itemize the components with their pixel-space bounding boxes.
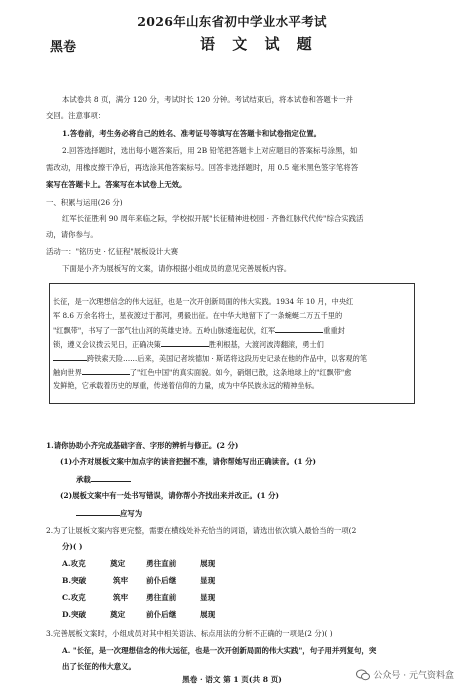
passage-line-6-b: 了"红色中国"的真实面貌。如今，硝烟已散，这条地球上的"红飘带"愈 bbox=[129, 368, 352, 377]
passage-line-6 bbox=[53, 366, 413, 378]
q2-option-word: 筑牢 bbox=[113, 593, 129, 602]
q1-fix-line bbox=[76, 507, 458, 519]
q2-option-word: 突破 bbox=[70, 610, 87, 619]
paper-tag: 黑卷 bbox=[50, 40, 77, 55]
q1-part-2: (2)展板文案中有一处书写错误，请你帮小齐找出来并改正。(1 分) bbox=[60, 491, 280, 500]
q2-option-word: 攻克 bbox=[70, 559, 86, 568]
note-2-line-1: 2.回答选择题时，选出每小题答案后，用 2B 铅笔把答题卡上对应题目的答案标号涂黑，如 bbox=[62, 146, 358, 155]
blank-3 bbox=[53, 352, 87, 361]
page-footer: 黑卷 · 语文 第 1 页(共 8 页) bbox=[182, 675, 282, 684]
passage-line-5-text: 跨铁索天险……后来，美国记者埃德加 · 斯诺将这段历史记录在他的作品中，以客观的笔 bbox=[87, 354, 367, 363]
blank-1 bbox=[275, 324, 323, 333]
q2-option-word: 展现 bbox=[200, 559, 216, 568]
q3-stem: 3.完善展板文案时，小组成员对其中相关语法、标点用法的分析不正确的一项是(2 分)( ) bbox=[46, 629, 333, 638]
q1-answer-blank-2[interactable] bbox=[76, 507, 120, 516]
q2-stem-2: 分)( ) bbox=[62, 542, 83, 551]
q2-option-word: 勇往直前 bbox=[146, 559, 177, 568]
blank-4 bbox=[82, 366, 130, 375]
note-2-line-2: 需改动，用橡皮擦干净后，再选涂其他答案标号。回答非选择题时，用 0.5 毫米黑色签字笔将答 bbox=[46, 163, 359, 172]
wechat-icon bbox=[356, 669, 370, 681]
passage-line-4 bbox=[53, 338, 413, 350]
passage-line-4-b: 胜利根基，大渡河波涛翻滚，勇士们 bbox=[208, 340, 324, 349]
q2-option-word: 显现 bbox=[200, 576, 216, 585]
watermark-text: 公众号 · 元气资料盒 bbox=[373, 671, 454, 681]
instructions-intro-2: 交回。注意事项： bbox=[46, 111, 106, 120]
q2-option-word: 显现 bbox=[200, 593, 216, 602]
q2-option-letter: D. bbox=[62, 610, 71, 619]
passage-line-3-text: "红飘带"，书写了一部气壮山河的英雄史诗。五岭山脉逶迤起伏，红军 bbox=[53, 326, 276, 335]
section-intro-1: 红军长征胜利 90 周年来临之际，学校拟开展"长征精神进校园 · 齐鲁红脉代代传"综合实践活 bbox=[62, 214, 364, 223]
q1-part-1: (1)小齐对展板文案中加点字的读音把握不准，请你帮她写出正确读音。(1 分) bbox=[60, 457, 316, 466]
q3-option-a-line-2: 出了长征的伟大意义。 bbox=[62, 662, 136, 671]
subject-title: 语 文 试 题 bbox=[200, 35, 318, 53]
q2-option-c[interactable] bbox=[62, 592, 86, 603]
section-intro-2: 动，请你参与。 bbox=[46, 230, 98, 239]
passage-line-3-end: 重重封 bbox=[323, 326, 345, 335]
passage-line-2: 军 8.6 万余名将士，星夜渡过于都河，勇毅出征。在中华大地留下了一条蜿蜒二万五千里的 bbox=[53, 311, 343, 320]
q2-option-word: 前仆后继 bbox=[146, 610, 177, 619]
q2-option-b[interactable] bbox=[62, 575, 86, 586]
q2-option-letter: B. bbox=[62, 576, 72, 585]
task-instruction: 下面是小齐为展板写的文案，请你根据小组成员的意见完善展板内容。 bbox=[62, 264, 292, 273]
section-heading: 一、积累与运用(26 分) bbox=[46, 198, 123, 207]
q2-option-word: 前仆后继 bbox=[146, 576, 177, 585]
activity-title: 活动一："铭历史 · 忆征程"展板设计大赛 bbox=[46, 247, 179, 256]
passage-line-7: 发鲜艳，它承载着历史的厚重，传递着信仰的力量，成为中华民族永远的精神坐标。 bbox=[53, 381, 319, 390]
watermark bbox=[356, 668, 454, 681]
q2-option-word: 突破 bbox=[71, 576, 87, 585]
q2-option-word: 勇往直前 bbox=[146, 593, 177, 602]
q2-option-d[interactable] bbox=[62, 609, 86, 620]
instructions-intro-1: 本试卷共 8 页，满分 120 分，考试时长 120 分钟。考试结束后，将本试卷和答题卡一并 bbox=[62, 95, 353, 104]
q1-answer-blank-1[interactable] bbox=[91, 473, 131, 482]
passage-line-5 bbox=[53, 352, 413, 364]
passage-line-1: 长征，是一次理想信念的伟大远征，也是一次开创新局面的伟大实践。1934 年 10 月，中央红 bbox=[53, 297, 354, 306]
exam-title: 2026年山东省初中学业水平考试 bbox=[137, 14, 327, 29]
q2-option-word: 奠定 bbox=[110, 610, 126, 619]
q1-fix-label: 应写为 bbox=[120, 509, 143, 518]
q2-option-a[interactable] bbox=[62, 558, 86, 569]
passage-line-6-a: 触向世界 bbox=[53, 368, 82, 377]
q2-option-letter: C. bbox=[62, 593, 71, 602]
note-1: 1.答卷前，考生务必将自己的姓名、准考证号等填写在答题卡和试卷指定位置。 bbox=[62, 129, 322, 138]
passage-line-3 bbox=[53, 324, 413, 336]
q2-option-word: 奠定 bbox=[110, 559, 126, 568]
q2-option-letter: A. bbox=[62, 559, 71, 568]
note-2-line-3: 案写在答题卡上。答案写在本试卷上无效。 bbox=[46, 180, 187, 189]
q1-word-1 bbox=[76, 473, 458, 485]
q1-stem: 1.请你协助小齐完成基础字音、字形的辨析与修正。(2 分) bbox=[46, 441, 239, 450]
passage-box bbox=[49, 283, 415, 404]
blank-2 bbox=[161, 338, 209, 347]
q2-option-word: 展现 bbox=[200, 610, 216, 619]
q2-option-word: 攻克 bbox=[70, 593, 86, 602]
q2-stem-1: 2.为了让展板文案内容更完整，需要在横线处补充恰当的词语，请选出依次填入最恰当的一项(2 bbox=[46, 526, 357, 535]
q1-word-1-text: 承载 bbox=[76, 475, 91, 484]
q2-option-word: 筑牢 bbox=[113, 576, 129, 585]
passage-line-4-a: 锁，遵义会议拨云见日，正确决策 bbox=[53, 340, 161, 349]
q3-option-a-line-1: A. "长征，是一次理想信念的伟大远征，也是一次开创新局面的伟大实践"，句子用并列复句，突 bbox=[62, 646, 377, 655]
